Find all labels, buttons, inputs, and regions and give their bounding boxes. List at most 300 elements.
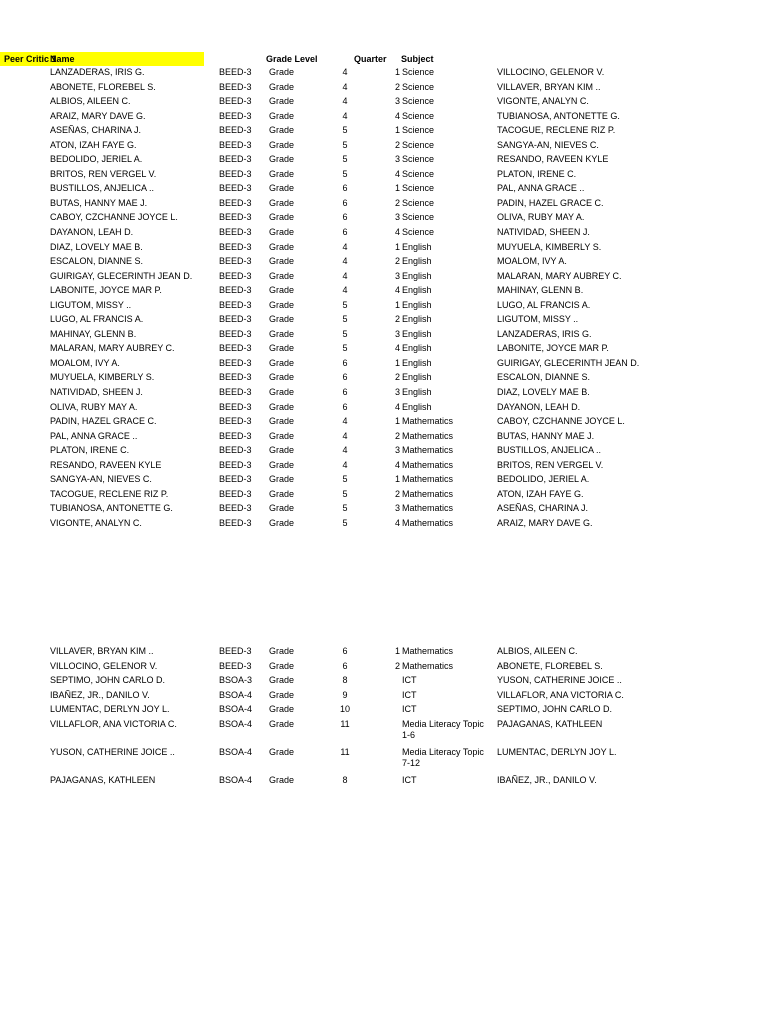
course-cell: BEED-3 xyxy=(219,67,252,77)
peer-critic-cell: ASEÑAS, CHARINA J. xyxy=(497,503,589,514)
peer-critic-cell: LIGUTOM, MISSY .. xyxy=(497,314,579,325)
table-row xyxy=(0,124,768,139)
name-cell: PAJAGANAS, KATHLEEN xyxy=(50,774,156,785)
peer-critic-cell: MAHINAY, GLENN B. xyxy=(497,285,584,296)
table-row xyxy=(0,342,768,357)
table-row xyxy=(0,488,768,503)
peer-critic-cell: ATON, IZAH FAYE G. xyxy=(497,488,584,499)
course-cell: BEED-3 xyxy=(219,660,252,671)
peer-critic-cell: TUBIANOSA, ANTONETTE G. xyxy=(497,110,620,121)
grade-cell: Grade xyxy=(269,139,295,150)
grade-level-cell: 6 xyxy=(342,372,348,383)
name-cell: TACOGUE, RECLENE RIZ P. xyxy=(50,488,169,499)
grade-cell: Grade xyxy=(269,299,295,310)
grade-cell: Grade xyxy=(269,285,295,296)
subject-cell: Science xyxy=(402,96,435,107)
subject-cell: English xyxy=(402,343,432,354)
name-cell: BEDOLIDO, JERIEL A. xyxy=(50,154,143,165)
grade-level-cell: 4 xyxy=(342,110,348,121)
grade-level-cell: 4 xyxy=(342,459,348,470)
course-cell: BEED-3 xyxy=(219,241,252,252)
name-cell: LANZADERAS, IRIS G. xyxy=(50,67,145,77)
quarter-cell: 3 xyxy=(394,270,400,281)
peer-critic-cell: ABONETE, FLOREBEL S. xyxy=(497,660,603,671)
grade-level-cell: 4 xyxy=(342,270,348,281)
grade-cell: Grade xyxy=(269,372,295,383)
subject-cell: Science xyxy=(402,81,435,92)
peer-critic-cell: BUSTILLOS, ANJELICA .. xyxy=(497,445,602,456)
name-cell: NATIVIDAD, SHEEN J. xyxy=(50,387,143,398)
grade-level-cell: 5 xyxy=(342,154,348,165)
course-cell: BEED-3 xyxy=(219,646,252,656)
peer-critic-header-cell xyxy=(0,52,204,66)
grade-cell: Grade xyxy=(269,110,295,121)
grade-cell: Grade xyxy=(269,459,295,470)
grade-level-cell: 4 xyxy=(342,67,348,77)
peer-critic-cell: LUGO, AL FRANCIS A. xyxy=(497,299,591,310)
name-cell: ALBIOS, AILEEN C. xyxy=(50,96,131,107)
grade-cell: Grade xyxy=(269,314,295,325)
peer-critic-cell: VIGONTE, ANALYN C. xyxy=(497,96,589,107)
course-cell: BEED-3 xyxy=(219,139,252,150)
course-cell: BEED-3 xyxy=(219,256,252,267)
table-row xyxy=(0,313,768,328)
peer-critic-cell: SANGYA-AN, NIEVES C. xyxy=(497,139,599,150)
table-row xyxy=(0,95,768,110)
subject-cell: Science xyxy=(402,227,435,238)
grade-level-cell: 5 xyxy=(342,314,348,325)
quarter-cell: 2 xyxy=(394,81,400,92)
grade-cell: Grade xyxy=(269,154,295,165)
quarter-cell: 1 xyxy=(394,646,400,656)
table-row xyxy=(0,255,768,270)
table-row xyxy=(0,241,768,256)
grade-level-cell: 4 xyxy=(342,241,348,252)
name-cell: IBAÑEZ, JR., DANILO V. xyxy=(50,689,150,700)
peer-critic-cell: LANZADERAS, IRIS G. xyxy=(497,328,592,339)
peer-critic-cell: DIAZ, LOVELY MAE B. xyxy=(497,387,590,398)
quarter-cell: 2 xyxy=(394,197,400,208)
grade-level-cell: 4 xyxy=(342,81,348,92)
course-cell: BEED-3 xyxy=(219,125,252,136)
course-cell: BEED-3 xyxy=(219,357,252,368)
subject-cell: English xyxy=(402,314,432,325)
peer-critic-cell: IBAÑEZ, JR., DANILO V. xyxy=(497,774,597,785)
subject-cell: English xyxy=(402,401,432,412)
course-cell: BEED-3 xyxy=(219,212,252,223)
name-cell: ABONETE, FLOREBEL S. xyxy=(50,81,156,92)
course-cell: BEED-3 xyxy=(219,416,252,427)
name-cell: LUGO, AL FRANCIS A. xyxy=(50,314,144,325)
quarter-cell: 4 xyxy=(394,459,400,470)
grade-cell: Grade xyxy=(269,445,295,456)
peer-critic-cell: BUTAS, HANNY MAE J. xyxy=(497,430,595,441)
grade-level-cell: 4 xyxy=(342,416,348,427)
name-cell: YUSON, CATHERINE JOICE .. xyxy=(50,746,175,757)
table-row xyxy=(0,110,768,125)
peer-critic-cell: RESANDO, RAVEEN KYLE xyxy=(497,154,609,165)
course-cell: BSOA-3 xyxy=(219,675,253,686)
grade-cell: Grade xyxy=(269,67,295,77)
table-row xyxy=(0,139,768,154)
name-cell: LABONITE, JOYCE MAR P. xyxy=(50,285,162,296)
quarter-cell: 4 xyxy=(394,285,400,296)
subject-cell: Mathematics xyxy=(402,459,454,470)
peer-critic-cell: NATIVIDAD, SHEEN J. xyxy=(497,227,590,238)
subject-cell: Science xyxy=(402,183,435,194)
subject-cell: Media Literacy Topic 7-12 xyxy=(402,746,484,768)
subject-cell: Science xyxy=(402,212,435,223)
subject-cell: Science xyxy=(402,110,435,121)
course-cell: BSOA-4 xyxy=(219,704,253,715)
table-row xyxy=(0,459,768,474)
grade-cell: Grade xyxy=(269,646,295,656)
grade-level-cell: 6 xyxy=(342,183,348,194)
grade-level-cell: 5 xyxy=(342,168,348,179)
subject-cell: Science xyxy=(402,197,435,208)
course-cell: BEED-3 xyxy=(219,227,252,238)
peer-critic-cell: VILLOCINO, GELENOR V. xyxy=(497,67,605,77)
table-row xyxy=(0,401,768,416)
quarter-cell: 1 xyxy=(394,416,400,427)
name-cell: RESANDO, RAVEEN KYLE xyxy=(50,459,162,470)
quarter-cell: 2 xyxy=(394,372,400,383)
name-cell: DAYANON, LEAH D. xyxy=(50,227,134,238)
grade-cell: Grade xyxy=(269,774,295,785)
grade-level-cell: 5 xyxy=(342,488,348,499)
peer-critic-cell: TACOGUE, RECLENE RIZ P. xyxy=(497,125,616,136)
grade-level-cell: 11 xyxy=(340,746,350,757)
table-row xyxy=(0,299,768,314)
grade-cell: Grade xyxy=(269,227,295,238)
subject-cell: English xyxy=(402,357,432,368)
table-row xyxy=(0,703,768,718)
grade-cell: Grade xyxy=(269,81,295,92)
table-row xyxy=(0,153,768,168)
course-cell: BEED-3 xyxy=(219,488,252,499)
course-cell: BSOA-4 xyxy=(219,718,253,729)
name-cell: LIGUTOM, MISSY .. xyxy=(50,299,132,310)
course-cell: BEED-3 xyxy=(219,459,252,470)
peer-critic-cell: OLIVA, RUBY MAY A. xyxy=(497,212,585,223)
subject-cell: English xyxy=(402,328,432,339)
quarter-cell: 3 xyxy=(394,503,400,514)
name-cell: PADIN, HAZEL GRACE C. xyxy=(50,416,157,427)
quarter-cell: 2 xyxy=(394,660,400,671)
grade-cell: Grade xyxy=(269,387,295,398)
grade-cell: Grade xyxy=(269,517,295,528)
name-cell: GUIRIGAY, GLECERINTH JEAN D. xyxy=(50,270,193,281)
grade-cell: Grade xyxy=(269,430,295,441)
subject-cell: Mathematics xyxy=(402,660,454,671)
quarter-cell: 2 xyxy=(394,314,400,325)
grade-cell: Grade xyxy=(269,168,295,179)
table-row xyxy=(0,444,768,459)
grade-level-cell: 8 xyxy=(342,675,348,686)
course-cell: BEED-3 xyxy=(219,110,252,121)
grade-level-cell: 6 xyxy=(342,212,348,223)
header-subject: Subject xyxy=(401,54,434,64)
name-cell: ESCALON, DIANNE S. xyxy=(50,256,144,267)
subject-cell: ICT xyxy=(402,704,417,715)
course-cell: BEED-3 xyxy=(219,343,252,354)
subject-cell: Science xyxy=(402,67,435,77)
grade-cell: Grade xyxy=(269,256,295,267)
course-cell: BEED-3 xyxy=(219,168,252,179)
subject-cell: Science xyxy=(402,154,435,165)
name-cell: VILLOCINO, GELENOR V. xyxy=(50,660,158,671)
table-row xyxy=(0,226,768,241)
subject-cell: Mathematics xyxy=(402,445,454,456)
subject-cell: Science xyxy=(402,168,435,179)
table-row xyxy=(0,746,768,774)
grade-level-cell: 6 xyxy=(342,387,348,398)
quarter-cell: 1 xyxy=(394,183,400,194)
grade-level-cell: 4 xyxy=(342,96,348,107)
quarter-cell: 4 xyxy=(394,168,400,179)
grade-level-cell: 10 xyxy=(339,704,350,715)
grade-level-cell: 4 xyxy=(342,285,348,296)
table-row xyxy=(0,660,768,675)
table-row xyxy=(0,81,768,96)
quarter-cell: 3 xyxy=(394,154,400,165)
name-cell: TUBIANOSA, ANTONETTE G. xyxy=(50,503,173,514)
grade-level-cell: 6 xyxy=(342,197,348,208)
table-row xyxy=(0,168,768,183)
table-row xyxy=(0,328,768,343)
quarter-cell: 1 xyxy=(394,241,400,252)
grade-cell: Grade xyxy=(269,270,295,281)
subject-cell: Mathematics xyxy=(402,474,454,485)
quarter-cell: 3 xyxy=(394,212,400,223)
name-cell: MUYUELA, KIMBERLY S. xyxy=(50,372,155,383)
subject-cell: English xyxy=(402,256,432,267)
subject-cell: English xyxy=(402,241,432,252)
grade-cell: Grade xyxy=(269,689,295,700)
course-cell: BEED-3 xyxy=(219,197,252,208)
quarter-cell: 1 xyxy=(394,125,400,136)
subject-cell: Science xyxy=(402,125,435,136)
name-cell: LUMENTAC, DERLYN JOY L. xyxy=(50,704,170,715)
table-row xyxy=(0,197,768,212)
subject-cell: ICT xyxy=(402,774,417,785)
subject-cell: Science xyxy=(402,139,435,150)
table-row xyxy=(0,270,768,285)
peer-critic-cell: ALBIOS, AILEEN C. xyxy=(497,646,578,656)
subject-cell: ICT xyxy=(402,675,417,686)
subject-cell: English xyxy=(402,387,432,398)
name-cell: SANGYA-AN, NIEVES C. xyxy=(50,474,152,485)
grade-level-cell: 5 xyxy=(342,503,348,514)
header-grade-level: Grade Level xyxy=(266,54,318,64)
quarter-cell: 3 xyxy=(394,96,400,107)
table-row xyxy=(0,284,768,299)
table-row xyxy=(0,645,768,660)
course-cell: BEED-3 xyxy=(219,503,252,514)
peer-critic-cell: BRITOS, REN VERGEL V. xyxy=(497,459,604,470)
table-row xyxy=(0,674,768,689)
grade-level-cell: 5 xyxy=(342,125,348,136)
course-cell: BEED-3 xyxy=(219,517,252,528)
course-cell: BEED-3 xyxy=(219,328,252,339)
grade-cell: Grade xyxy=(269,488,295,499)
course-cell: BEED-3 xyxy=(219,183,252,194)
grade-level-cell: 6 xyxy=(342,401,348,412)
quarter-cell: 3 xyxy=(394,328,400,339)
grade-level-cell: 5 xyxy=(342,328,348,339)
subject-cell: Mathematics xyxy=(402,646,454,656)
name-cell: SEPTIMO, JOHN CARLO D. xyxy=(50,675,166,686)
name-cell: VILLAFLOR, ANA VICTORIA C. xyxy=(50,718,177,729)
name-cell: CABOY, CZCHANNE JOYCE L. xyxy=(50,212,178,223)
grade-level-cell: 5 xyxy=(342,299,348,310)
peer-critic-cell: PAJAGANAS, KATHLEEN xyxy=(497,718,603,729)
table-row xyxy=(0,386,768,401)
quarter-cell: 1 xyxy=(394,474,400,485)
subject-cell: ICT xyxy=(402,689,417,700)
course-cell: BEED-3 xyxy=(219,96,252,107)
grade-cell: Grade xyxy=(269,675,295,686)
quarter-cell: 2 xyxy=(394,139,400,150)
name-cell: BUTAS, HANNY MAE J. xyxy=(50,197,148,208)
name-cell: ATON, IZAH FAYE G. xyxy=(50,139,137,150)
grade-cell: Grade xyxy=(269,241,295,252)
table-row xyxy=(0,371,768,386)
subject-cell: English xyxy=(402,285,432,296)
subject-cell: English xyxy=(402,270,432,281)
peer-critic-cell: YUSON, CATHERINE JOICE .. xyxy=(497,675,622,686)
grade-level-cell: 4 xyxy=(342,445,348,456)
grade-cell: Grade xyxy=(269,183,295,194)
table-row xyxy=(0,415,768,430)
grade-level-cell: 5 xyxy=(342,139,348,150)
name-cell: ASEÑAS, CHARINA J. xyxy=(50,125,142,136)
course-cell: BEED-3 xyxy=(219,314,252,325)
table-row xyxy=(0,689,768,704)
grade-level-cell: 11 xyxy=(340,718,350,729)
grade-cell: Grade xyxy=(269,503,295,514)
grade-cell: Grade xyxy=(269,416,295,427)
peer-critic-cell: BEDOLIDO, JERIEL A. xyxy=(497,474,590,485)
name-cell: MALARAN, MARY AUBREY C. xyxy=(50,343,175,354)
grade-cell: Grade xyxy=(269,660,295,671)
subject-cell: Mathematics xyxy=(402,416,454,427)
peer-critic-cell: PLATON, IRENE C. xyxy=(497,168,577,179)
grade-cell: Grade xyxy=(269,357,295,368)
course-cell: BEED-3 xyxy=(219,299,252,310)
grade-cell: Grade xyxy=(269,96,295,107)
name-cell: BUSTILLOS, ANJELICA .. xyxy=(50,183,155,194)
grade-level-cell: 6 xyxy=(342,357,348,368)
grade-level-cell: 9 xyxy=(342,689,348,700)
peer-critic-cell: PAL, ANNA GRACE .. xyxy=(497,183,585,194)
table-row xyxy=(0,473,768,488)
name-cell: VIGONTE, ANALYN C. xyxy=(50,517,142,528)
course-cell: BEED-3 xyxy=(219,81,252,92)
course-cell: BEED-3 xyxy=(219,445,252,456)
quarter-cell: 2 xyxy=(394,430,400,441)
peer-critic-cell: LUMENTAC, DERLYN JOY L. xyxy=(497,746,617,757)
name-cell: OLIVA, RUBY MAY A. xyxy=(50,401,138,412)
peer-critic-cell: VILLAVER, BRYAN KIM .. xyxy=(497,81,601,92)
peer-critic-cell: MOALOM, IVY A. xyxy=(497,256,567,267)
peer-critic-cell: PADIN, HAZEL GRACE C. xyxy=(497,197,604,208)
grade-cell: Grade xyxy=(269,704,295,715)
quarter-cell: 4 xyxy=(394,401,400,412)
subject-cell: Mathematics xyxy=(402,517,454,528)
quarter-cell: 1 xyxy=(394,299,400,310)
grade-cell: Grade xyxy=(269,328,295,339)
course-cell: BEED-3 xyxy=(219,372,252,383)
quarter-cell: 1 xyxy=(394,67,400,77)
subject-cell: Mathematics xyxy=(402,430,454,441)
peer-critic-cell: SEPTIMO, JOHN CARLO D. xyxy=(497,704,613,715)
header-name: Name xyxy=(50,54,75,64)
subject-cell: Mathematics xyxy=(402,488,454,499)
course-cell: BSOA-4 xyxy=(219,774,253,785)
quarter-cell: 2 xyxy=(394,488,400,499)
grade-level-cell: 4 xyxy=(342,256,348,267)
grade-cell: Grade xyxy=(269,212,295,223)
grade-cell: Grade xyxy=(269,125,295,136)
peer-critic-cell: CABOY, CZCHANNE JOYCE L. xyxy=(497,416,625,427)
peer-critic-cell: VILLAFLOR, ANA VICTORIA C. xyxy=(497,689,624,700)
subject-cell: Media Literacy Topic 1-6 xyxy=(402,718,484,740)
course-cell: BEED-3 xyxy=(219,270,252,281)
grade-level-cell: 4 xyxy=(342,430,348,441)
grade-cell: Grade xyxy=(269,343,295,354)
peer-critic-cell: DAYANON, LEAH D. xyxy=(497,401,581,412)
subject-cell: English xyxy=(402,372,432,383)
quarter-cell: 4 xyxy=(394,110,400,121)
grade-level-cell: 5 xyxy=(342,343,348,354)
subject-cell: Mathematics xyxy=(402,503,454,514)
name-cell: VILLAVER, BRYAN KIM .. xyxy=(50,646,154,656)
grade-level-cell: 5 xyxy=(342,517,348,528)
course-cell: BEED-3 xyxy=(219,474,252,485)
table-block-1 xyxy=(0,66,768,532)
table-row xyxy=(0,430,768,445)
header-row xyxy=(0,52,768,67)
grade-cell: Grade xyxy=(269,474,295,485)
grade-cell: Grade xyxy=(269,746,295,757)
grade-level-cell: 5 xyxy=(342,474,348,485)
peer-critic-cell: GUIRIGAY, GLECERINTH JEAN D. xyxy=(497,357,640,368)
grade-level-cell: 6 xyxy=(342,227,348,238)
name-cell: ARAIZ, MARY DAVE G. xyxy=(50,110,146,121)
quarter-cell: 4 xyxy=(394,517,400,528)
name-cell: DIAZ, LOVELY MAE B. xyxy=(50,241,143,252)
table-row xyxy=(0,211,768,226)
peer-critic-cell: LABONITE, JOYCE MAR P. xyxy=(497,343,609,354)
course-cell: BSOA-4 xyxy=(219,746,253,757)
grade-cell: Grade xyxy=(269,197,295,208)
grade-cell: Grade xyxy=(269,401,295,412)
quarter-cell: 2 xyxy=(394,256,400,267)
table-row xyxy=(0,357,768,372)
table-row xyxy=(0,774,768,789)
quarter-cell: 1 xyxy=(394,357,400,368)
course-cell: BEED-3 xyxy=(219,285,252,296)
header-quarter: Quarter xyxy=(354,54,387,64)
course-cell: BEED-3 xyxy=(219,387,252,398)
table-row xyxy=(0,502,768,517)
name-cell: BRITOS, REN VERGEL V. xyxy=(50,168,157,179)
peer-critic-cell: MALARAN, MARY AUBREY C. xyxy=(497,270,622,281)
table-row xyxy=(0,66,768,81)
name-cell: PAL, ANNA GRACE .. xyxy=(50,430,138,441)
table-row xyxy=(0,182,768,197)
